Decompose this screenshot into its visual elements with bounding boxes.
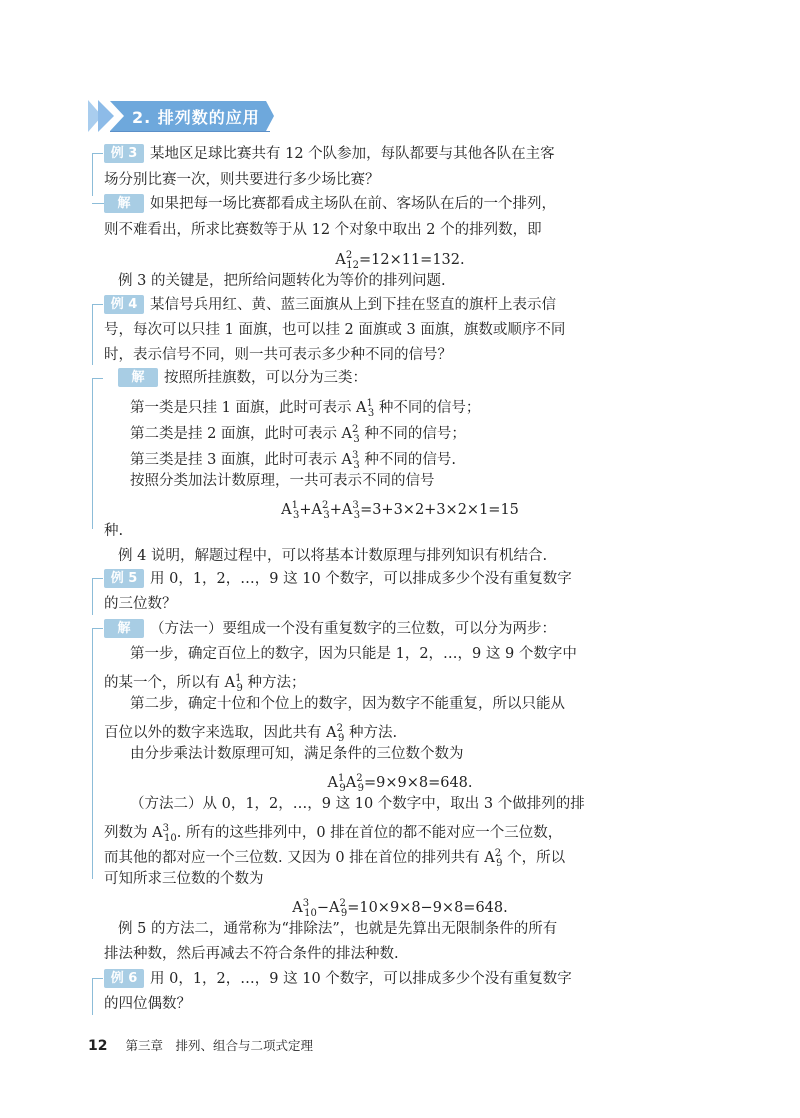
solution-3-line-1: 解 如果把每一场比赛都看成主场队在前、客场队在后的一个排列，: [104, 194, 704, 214]
example-3-line-2: 场分别比赛一次，则共要进行多少场比赛？: [104, 172, 380, 188]
chapter-title: 第三章 排列、组合与二项式定理: [125, 1038, 313, 1053]
formula-3: $A^2_{12}=12\times 11=132$.: [335, 250, 465, 271]
solution-5-line-2: 第一步，确定百位上的数字，因为只能是 1，2，…，9 这 9 个数字中: [130, 646, 577, 662]
solution-4-line-2: 按照分类加法计数原理，一共可表示不同的信号: [130, 473, 435, 489]
solution-3-tag: 解: [104, 194, 144, 213]
example-3-line-1: 例 3 某地区足球比赛共有 12 个队参加，每队都要与其他各队在主客: [104, 144, 704, 164]
solution-5-bracket: [92, 628, 103, 879]
example-5-bracket: [92, 578, 103, 615]
formula-4: $A^1_3+A^2_3+A^3_3=3+3\times 2+3\times 2\times 1=15$: [281, 500, 519, 521]
method-2-line-2: 列数为 $A^3_{10}$. 所有的这些排列中，0 排在首位的都不能对应一个三位数，: [104, 823, 563, 844]
example-5-note-2: 排法种数，然后再减去不符合条件的排法种数.: [104, 946, 399, 962]
solution-4-tag: 解: [118, 368, 158, 387]
example-3-bracket: [92, 153, 103, 196]
method-2-line-3: 而其他的都对应一个三位数. 又因为 0 排在首位的排列共有 $A^2_9$ 个，所以: [104, 848, 566, 869]
solution-5-line-3: 的某一个，所以有 $A^1_9$ 种方法；: [104, 673, 306, 694]
example-6-line-2: 的四位偶数？: [104, 996, 191, 1012]
page-footer: [88, 1036, 313, 1054]
example-5-line-2: 的三位数？: [104, 596, 177, 612]
method-2-line-1: （方法二）从 0，1，2，…，9 这 10 个数字中，取出 3 个做排列的排: [130, 796, 585, 812]
page-number: 12: [88, 1038, 108, 1054]
example-6-tag: 例 6: [104, 969, 144, 988]
example-4-line-1: 例 4 某信号兵用红、黄、蓝三面旗从上到下挂在竖直的旗杆上表示信: [104, 295, 704, 315]
example-6-line-1: 例 6 用 0，1，2，…，9 这 10 个数字，可以排成多少个没有重复数字: [104, 969, 704, 989]
example-5-note-1: 例 5 的方法二，通常称为“排除法”，也就是先算出无限制条件的所有: [118, 921, 558, 937]
solution-5-line-1: 解 （方法一）要组成一个没有重复数字的三位数，可以分为两步：: [104, 619, 704, 639]
section-heading: [88, 98, 278, 134]
formula-5a: $A^1_9A^2_9=9\times 9\times 8=648$.: [327, 773, 473, 794]
example-5-tag: 例 5: [104, 569, 144, 588]
solution-3-line-2: 则不难看出，所求比赛数等于从 12 个对象中取出 2 个的排列数，即: [104, 222, 542, 238]
example-4-line-2: 号，每次可以只挂 1 面旗，也可以挂 2 面旗或 3 面旗，旗数或顺序不同: [104, 322, 566, 338]
solution-5-line-4: 第二步，确定十位和个位上的数字，因为数字不能重复，所以只能从: [130, 696, 565, 712]
example-6-bracket: [92, 978, 103, 1015]
case-2: 第二类是挂 2 面旗，此时可表示 $A^2_3$ 种不同的信号；: [130, 424, 466, 445]
example-4-line-3: 时，表示信号不同，则一共可表示多少种不同的信号？: [104, 347, 452, 363]
solution-5-tag: 解: [104, 619, 144, 638]
case-1: 第一类是只挂 1 面旗，此时可表示 $A^1_3$ 种不同的信号；: [130, 398, 481, 419]
section-title: 2. 排列数的应用: [132, 108, 260, 127]
solution-4-line-1: 解 按照所挂旗数，可以分为三类：: [118, 368, 718, 388]
example-5-line-1: 例 5 用 0，1，2，…，9 这 10 个数字，可以排成多少个没有重复数字: [104, 569, 704, 589]
solution-4-line-3: 种.: [104, 523, 124, 539]
example-3-note: 例 3 的关键是，把所给问题转化为等价的排列问题.: [118, 273, 446, 289]
example-4-bracket: [92, 304, 103, 365]
formula-5b: $A^3_{10}-A^2_9=10\times 9\times 8-9\times 8=648$.: [292, 898, 508, 919]
solution-5-line-5: 百位以外的数字来选取，因此共有 $A^2_9$ 种方法.: [104, 723, 398, 744]
method-2-line-4: 可知所求三位数的个数为: [104, 871, 264, 887]
example-4-tag: 例 4: [104, 295, 144, 314]
example-4-note: 例 4 说明，解题过程中，可以将基本计数原理与排列知识有机结合.: [118, 548, 548, 564]
case-3: 第三类是挂 3 面旗，此时可表示 $A^3_3$ 种不同的信号.: [130, 450, 457, 471]
example-3-tag: 例 3: [104, 144, 144, 163]
solution-5-line-6: 由分步乘法计数原理可知，满足条件的三位数个数为: [130, 746, 464, 762]
